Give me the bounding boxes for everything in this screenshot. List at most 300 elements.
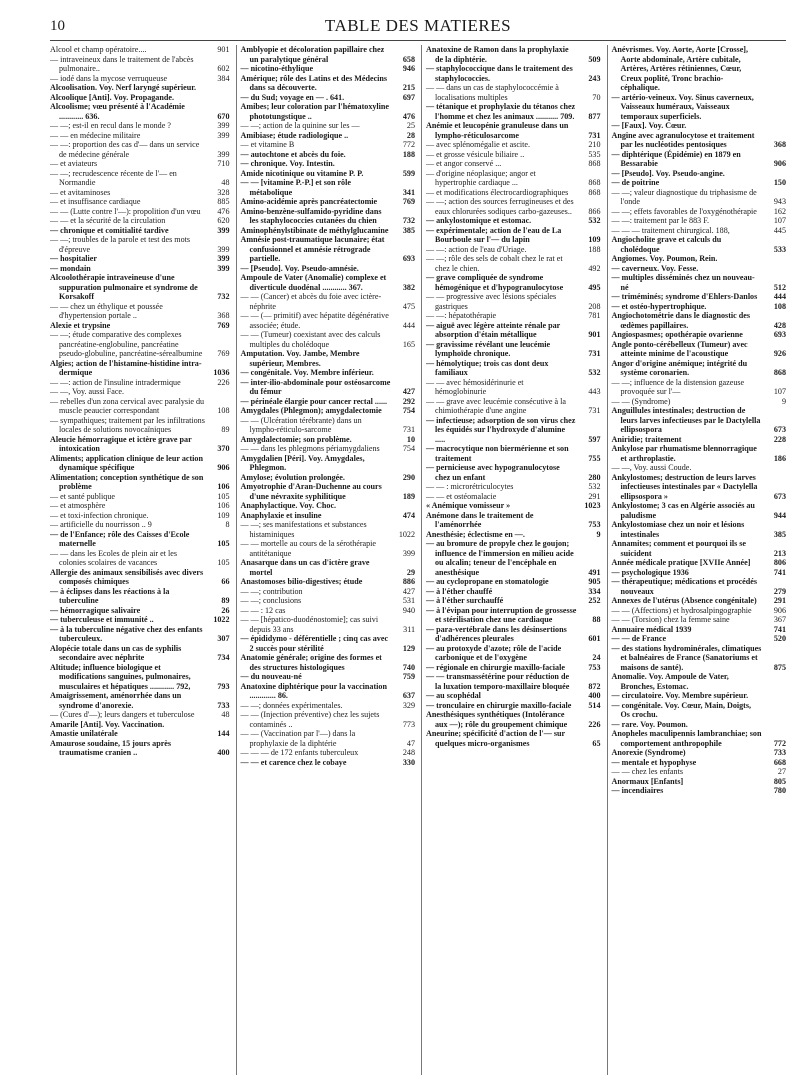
index-entry [612,226,787,236]
index-entry [612,254,787,264]
entry-page-ref: 532 [588,368,601,377]
index-entry [241,653,416,672]
index-entry [426,254,601,273]
index-entry [241,378,416,397]
entry-text: Alcool et champ opératoire.... [50,45,147,54]
entry-page-ref: 107 [773,387,786,396]
index-entry [50,606,230,616]
entry-page-ref: 753 [588,662,601,672]
index-entry [241,273,416,292]
index-column [421,45,601,1075]
entry-page-ref: 189 [402,491,415,501]
entry-text: — de l'Enfance; rôle des Caisses d'Ecole maternelle [50,529,190,548]
index-entry [241,748,416,758]
entry-page-ref: 186 [773,453,786,463]
entry-text: — — avec hémosidérinurie et hémoglobinurie [426,377,524,396]
entry-text: — gravissime révélant une leucémie lymphoïde chronique. [426,339,551,358]
index-entry [426,169,601,188]
entry-text: — et angor conservé ... [426,159,502,168]
entry-page-ref: 872 [588,681,601,691]
entry-page-ref: 734 [217,653,230,662]
entry-page-ref: 906 [217,463,230,472]
entry-text: Amino-benzène-sulfamido-pyridine dans les staphylococcies cutanées du chien [240,206,382,225]
entry-page-ref: 292 [402,396,415,406]
index-entry [50,159,230,169]
index-entry [426,539,601,577]
index-entry [612,359,787,378]
index-entry [50,691,230,710]
entry-text: — — (Injection préventive) chez les sujets contaminés .. [240,710,380,729]
index-entry [426,511,601,530]
entry-text: Aliments; application clinique de leur action dynamique spécifique [50,453,203,472]
entry-text: — — mortelle au cours de la sérothérapie antitétanique [240,539,377,558]
entry-page-ref: 733 [217,700,230,710]
entry-page-ref: 399 [217,225,230,235]
entry-page-ref: 210 [588,140,601,149]
entry-text: Anesthésie; éclectisme en —. [426,529,525,539]
entry-page-ref: 805 [773,776,786,786]
index-entry [50,739,230,758]
index-entry [426,530,601,540]
entry-page-ref: 1022 [213,615,230,624]
entry-page-ref: 162 [773,206,786,216]
index-entry [612,264,787,274]
entry-page-ref: 877 [588,111,601,121]
entry-text: — — (Syndrome) [611,396,671,406]
index-entry [241,330,416,349]
entry-page-ref: 29 [406,567,415,577]
index-entry [426,672,601,691]
entry-page-ref: 334 [588,586,601,596]
entry-page-ref: 188 [588,244,601,254]
index-entry [241,682,416,701]
index-entry [612,729,787,748]
index-entry [50,55,230,74]
entry-page-ref: 226 [588,719,601,729]
entry-text: — incendiaires [611,786,664,795]
entry-text: — —, Voy. aussi Face. [50,387,125,396]
index-entry [241,435,416,445]
entry-page-ref: 329 [402,700,415,710]
entry-text: Anaphylactique. Voy. Choc. [240,501,337,510]
index-entry [241,178,416,197]
entry-text: Aminophénylstibinate de méthylglucamine [240,225,389,235]
index-entry [612,93,787,122]
index-entry [426,663,601,673]
index-entry [426,226,601,245]
entry-text: Anorexie (Syndrome) [611,748,686,757]
entry-page-ref: 70 [592,92,601,102]
entry-text: Ankylostome; 3 cas en Algérie associés au paludisme [611,501,755,520]
index-entry [241,672,416,682]
index-entry [50,197,230,207]
index-entry [612,45,787,93]
entry-page-ref: 382 [402,282,415,292]
entry-text: — — (Tumeur) coexistant avec des calculs multiples du cholédoque [240,330,381,349]
entry-text: Anormaux [Enfants] [611,776,684,786]
entry-text: — chronique. Voy. Intestin. [240,159,335,168]
entry-page-ref: 637 [402,691,415,700]
index-entry [50,121,230,131]
entry-page-ref: 509 [588,54,601,64]
index-entry [426,501,601,511]
index-entry [612,777,787,787]
index-entry [612,720,787,730]
entry-text: — hémolytique; trois cas dont deux familiaux [426,358,549,377]
entry-text: — — de France [611,634,667,643]
index-entry [241,511,416,521]
entry-text: Amygdalectomie; son problème. [240,434,352,444]
index-entry [612,311,787,330]
entry-text: — et vitamine B [240,140,295,149]
index-entry [612,131,787,150]
entry-text: Ankylostomes; destruction de leurs larves infectieuses intestinales par « Dactylella ellipsospora » [611,472,758,501]
index-entry [426,359,601,378]
entry-text: — du Sud; voyage en — . 641. [240,92,345,102]
entry-text: Alexie et trypsine [50,320,111,330]
entry-page-ref: 48 [221,710,230,719]
entry-text: — rare. Voy. Poumon. [611,719,688,729]
index-entry [612,207,787,217]
index-entry [612,121,787,131]
entry-page-ref: 741 [773,624,786,634]
index-entry [50,625,230,644]
entry-text: — et aviateurs [50,159,98,168]
entry-text: — [Pseudo]. Voy. Pseudo-amnésie. [240,263,359,273]
index-entry [50,359,230,378]
index-entry [50,387,230,397]
entry-page-ref: 532 [588,216,601,225]
entry-text: — au scophédal [426,691,481,700]
entry-page-ref: 443 [588,387,601,396]
entry-text: — périnéale élargie pour cancer rectal ...... [240,396,388,406]
entry-page-ref: 107 [773,216,786,225]
index-entry [50,511,230,521]
entry-text: — — chez les enfants [611,767,683,776]
entry-text: Amérique; rôle des Latins et des Médecins dans sa découverte. [240,73,388,92]
entry-text: — macrocytique non biermérienne et son traitement [426,444,569,463]
entry-page-ref: 673 [773,491,786,501]
index-entry [612,378,787,397]
entry-text: — staphylococcique dans le traitement des staphylococcies. [426,64,573,83]
entry-page-ref: 886 [402,577,415,586]
entry-text: — et toxi-infection chronique. [50,510,149,520]
entry-text: — ankylostomique et estomac. [426,216,532,225]
entry-text: — sympathiques; traitement par les infiltrations locales de solutions novocaïniques [50,415,205,434]
index-entry [241,539,416,558]
entry-text: Anatoxine diphtérique pour la vaccination ............. 86. [240,681,387,700]
entry-text: — et atmosphère [50,501,106,510]
index-entry [50,729,230,739]
index-entry [612,520,787,539]
index-entry [241,102,416,121]
index-entry [612,444,787,463]
entry-text: Algies; action de l'histamine-histidine intra-dermique [50,358,202,377]
entry-text: — du nouveau-né [240,672,302,681]
entry-text: — —; étude comparative des complexes pancréatine-englobuline, pancréatine pseudo-globuline, pancréatine-sérealbumine [50,330,203,358]
entry-text: Amastie unilatérale [50,729,118,738]
index-entry [426,691,601,701]
entry-page-ref: 476 [217,206,230,216]
running-title: TABLE DES MATIERES [324,16,512,35]
entry-page-ref: 673 [773,425,786,434]
index-entry [50,473,230,492]
index-entry [426,378,601,397]
index-entry [50,520,230,530]
index-entry [241,473,416,483]
entry-text: — — dans les phlegmons périamygdaliens [240,444,380,453]
entry-page-ref: 885 [217,197,230,206]
index-entry [241,701,416,711]
entry-text: — —; recrudescence récente de l'— en Normandie [50,168,177,187]
index-entry [612,672,787,691]
entry-text: Annuaire médical 1939 [611,624,692,634]
entry-text: — — progressive avec lésions spéciales gastriques [426,292,557,311]
index-entry [241,207,416,226]
entry-page-ref: 106 [217,482,230,491]
index-entry [241,74,416,93]
index-entry [426,701,601,711]
entry-page-ref: 773 [402,719,415,729]
index-entry [50,140,230,159]
entry-text: — — [vitamine P.-P.] et son rôle métabolique [240,178,351,197]
entry-text: — — [hépatico-duodénostomie]; cas suivi depuis 33 ans [240,615,379,634]
entry-text: Alimentation; conception synthétique de son problème [50,472,204,491]
entry-text: — et santé publique [50,491,115,501]
index-entry [612,406,787,435]
index-entry [426,596,601,606]
index-entry [50,302,230,321]
index-entry [612,473,787,502]
index-entry [426,245,601,255]
entry-text: — à la tuberculine négative chez des enfants tuberculeux. [50,624,203,643]
entry-page-ref: 24 [592,653,601,662]
entry-text: Amylose; évolution prolongée. [240,472,345,482]
entry-page-ref: 108 [217,406,230,415]
entry-page-ref: 328 [217,187,230,197]
entry-page-ref: 444 [402,320,415,330]
entry-text: — — (Vaccination par l'—) dans la prophylaxie de la diphtérie [240,729,356,748]
entry-page-ref: 512 [773,282,786,292]
entry-text: — au cyclopropane en stomatologie [426,577,549,586]
index-entry [612,273,787,292]
entry-page-ref: 658 [402,54,415,64]
entry-text: — —; ses manifestations et substances histaminiques [240,520,367,539]
entry-page-ref: 693 [402,254,415,263]
entry-text: — —; action des sources ferrugineuses et des eaux chlorurées sodiques carbo-gazeuses.. [426,197,574,216]
entry-page-ref: 772 [773,738,786,748]
index-column [50,45,230,1075]
index-entry [426,140,601,150]
entry-text: — — chez un éthylique et poussée d'hypertension portale .. [50,301,163,320]
entry-text: — et insuffisance cardiaque [50,197,141,206]
index-entry [241,558,416,577]
index-entry [426,587,601,597]
index-entry [612,188,787,207]
entry-text: Angiospasmes; opothérapie ovarienne [611,330,743,339]
index-entry [50,254,230,264]
index-entry [50,93,230,103]
entry-page-ref: 769 [217,349,230,358]
entry-text: — pernicieuse avec hypogranulocytose chez un enfant [426,463,560,482]
entry-page-ref: 399 [217,263,230,273]
entry-text: « Anémique vomisseur » [426,501,511,510]
entry-page-ref: 188 [402,149,415,159]
index-entry [612,539,787,558]
index-entry [612,767,787,777]
index-entry [241,634,416,653]
entry-page-ref: 427 [402,586,415,596]
index-entry [612,150,787,169]
entry-text: — à l'éther chauffé [426,586,493,596]
entry-text: — — — de 172 enfants tuberculeux [240,748,359,757]
entry-page-ref: 731 [402,425,415,434]
index-entry [612,292,787,302]
entry-page-ref: 400 [217,748,230,757]
entry-page-ref: 48 [221,178,230,187]
entry-page-ref: 474 [402,510,415,520]
entry-text: — [Faux]. Voy. Cœur. [611,121,687,130]
entry-page-ref: 399 [217,149,230,159]
index-entry [612,463,787,473]
entry-page-ref: 476 [402,111,415,121]
entry-page-ref: 710 [217,159,230,168]
entry-text: Allergie des animaux sensibilisés avec divers composés chimiques [50,567,204,586]
entry-text: Angiocholite grave et calculs du cholédoque [611,235,722,254]
index-entry [241,93,416,103]
entry-text: — hémorragique salivaire [50,605,141,615]
index-entry [426,121,601,140]
page-number: 10 [50,18,65,34]
entry-page-ref: 533 [773,244,786,254]
entry-page-ref: 341 [402,187,415,197]
entry-page-ref: 906 [773,605,786,615]
entry-page-ref: 532 [588,482,601,491]
entry-page-ref: 88 [592,615,601,624]
entry-page-ref: 755 [588,453,601,463]
entry-text: — — dans un cas de staphylococcémie à localisations multiples [426,83,559,102]
entry-page-ref: 693 [773,330,786,339]
entry-page-ref: 602 [217,64,230,73]
entry-page-ref: 399 [217,254,230,263]
entry-text: — épididymo - déférentielle ; cinq cas avec 2 succès pour stérilité [240,634,389,653]
entry-text: Amino-acidémie après pancréatectomie [240,197,378,206]
entry-page-ref: 105 [217,539,230,548]
entry-page-ref: 208 [588,301,601,311]
index-entry [241,197,416,207]
entry-text: — — en médecine militaire [50,130,141,140]
entry-page-ref: 514 [588,700,601,710]
index-entry [612,178,787,188]
index-entry [426,273,601,292]
entry-text: — infectieuse; adsorption de son virus chez les équidés sur l'hydroxyde d'alumine ..... [426,415,576,444]
entry-text: Aneurine; spécificité d'action de l'— sur quelques micro-organismes [426,729,566,748]
index-entry [612,235,787,254]
entry-page-ref: 109 [588,235,601,244]
entry-text: — —; action de la quinine sur les — [240,121,360,130]
entry-page-ref: 27 [777,767,786,776]
entry-text: — —; conclusions [240,596,302,605]
entry-page-ref: 491 [588,567,601,577]
entry-text: — —; valeur diagnostique du triphasisme de l'onde [611,187,757,206]
entry-page-ref: 129 [402,643,415,653]
entry-page-ref: 806 [773,558,786,567]
entry-text: — —: action de l'eau d'Uriage. [426,244,527,254]
entry-page-ref: 732 [402,216,415,225]
index-entry [50,663,230,692]
entry-page-ref: 754 [402,444,415,453]
index-entry [50,321,230,331]
entry-page-ref: 759 [402,672,415,681]
entry-page-ref: 1023 [584,501,601,510]
entry-text: — — (— primitif) avec hépatite dégénérative associée; étude. [240,311,389,330]
index-entry [50,454,230,473]
entry-text: — iodé dans la mycose verruqueuse [50,73,168,83]
index-entry [612,644,787,673]
index-entry [612,558,787,568]
index-entry [241,226,416,236]
index-entry [50,501,230,511]
index-entry [241,587,416,597]
entry-page-ref: 601 [588,634,601,643]
entry-page-ref: 330 [402,757,415,767]
index-entry [426,197,601,216]
entry-page-ref: 290 [402,472,415,482]
entry-text: — — — traitement chirurgical. 188, [611,225,730,235]
index-entry [50,131,230,141]
index-entry [612,340,787,359]
index-entry [50,615,230,625]
index-entry [50,549,230,568]
entry-text: — nicotino-éthylique [240,64,314,73]
entry-text: — d'origine néoplasique; angor et hypertrophie cardiaque ... [426,168,536,187]
index-entry [241,482,416,501]
index-entry [50,530,230,549]
entry-page-ref: 89 [221,596,230,605]
entry-page-ref: 248 [402,748,415,757]
entry-text: — et ostéo-hypertrophique. [611,301,707,311]
index-entry [426,321,601,340]
entry-text: Alopécie totale dans un cas de syphilis secondaire avec néphrite [50,643,182,662]
entry-page-ref: 109 [217,510,230,520]
entry-text: Annamites; comment et pourquoi ils se suicident [611,539,747,558]
index-entry [241,606,416,616]
entry-page-ref: 89 [221,425,230,434]
index-entry [426,340,601,359]
index-entry [612,596,787,606]
entry-text: Alcoolique [Anti]. Voy. Propagande. [50,92,174,102]
index-entry [241,264,416,274]
index-entry [612,577,787,596]
entry-page-ref: 1036 [213,368,230,377]
entry-text: — artério-veineux. Voy. Sinus caverneux, Vaisseaux huméraux, Vaisseaux temporaux superficiels. [611,92,754,121]
index-entry [426,102,601,121]
entry-text: Anémie et leucopénie granuleuse dans un lympho-réticulosarcome [426,121,569,140]
entry-text: Ankylose par rhumatisme blennorragique et arthroplastie. [611,444,757,463]
entry-text: Anguillules intestinales; destruction de leurs larves infectieuses par le Dactylella ellipsospora [611,406,761,434]
entry-text: Angor d'origine anémique; intégrité du système coronarien. [611,358,748,377]
entry-text: — au protoxyde d'azote; rôle de l'acide carbonique et de l'oxygène [426,643,562,662]
index-entry [426,606,601,625]
entry-page-ref: 291 [773,596,786,605]
entry-text: Anémone dans le traitement de l'aménorrhée [426,510,534,529]
entry-page-ref: 8 [225,520,230,529]
entry-page-ref: 25 [406,121,415,130]
entry-text: Amygdales (Phlegmon); amygdalectomie [240,406,382,415]
index-entry [50,226,230,236]
index-entry [612,615,787,625]
entry-text: — —; rôle des sels de cobalt chez le rat et chez le chien. [426,254,563,273]
